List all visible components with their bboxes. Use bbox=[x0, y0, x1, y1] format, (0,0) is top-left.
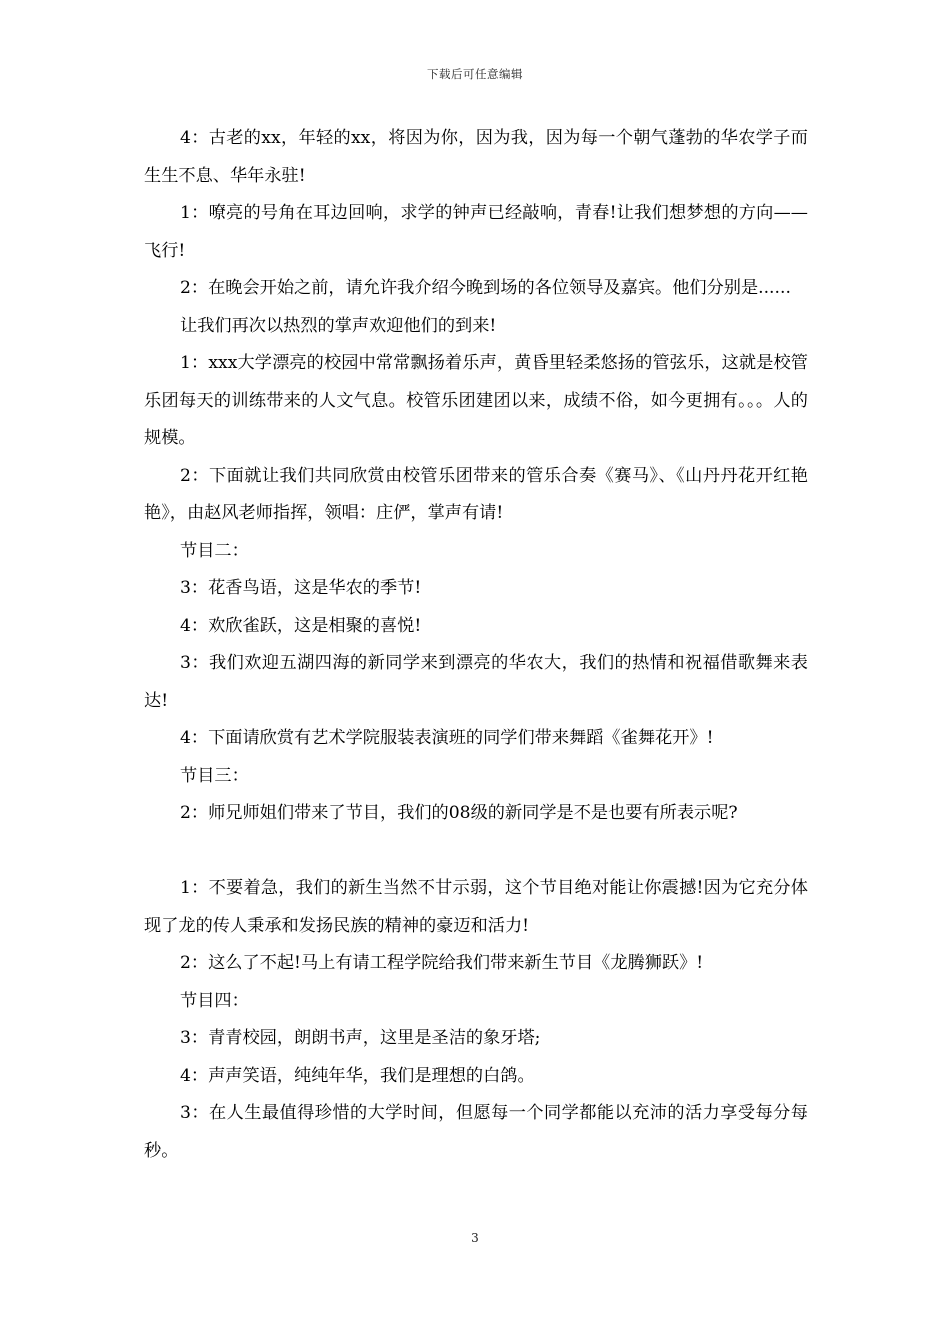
paragraph: 3：花香鸟语，这是华农的季节! bbox=[180, 578, 422, 598]
page-number: 3 bbox=[471, 1231, 479, 1245]
paragraph: 4：声声笑语，纯纯年华，我们是理想的白鸽。 bbox=[180, 1065, 535, 1086]
section-heading: 节目三： bbox=[180, 765, 249, 786]
paragraph: 4：下面请欣赏有艺术学院服装表演班的同学们带来舞蹈《雀舞花开》! bbox=[180, 728, 714, 748]
document-body bbox=[144, 120, 808, 1170]
paragraph: 3：青青校园，朗朗书声，这里是圣洁的象牙塔; bbox=[180, 1028, 541, 1048]
paragraph: 4：欢欣雀跃，这是相聚的喜悦! bbox=[180, 615, 422, 636]
blank-line bbox=[144, 833, 808, 871]
paragraph: 2：在晚会开始之前，请允许我介绍今晚到场的各位领导及嘉宾。他们分别是...... bbox=[180, 278, 791, 298]
paragraph: 3：我们欢迎五湖四海的新同学来到漂亮的华农大，我们的热情和祝福借歌舞来表达! bbox=[144, 653, 808, 711]
paragraph: 1：xxx大学漂亮的校园中常常飘扬着乐声，黄昏里轻柔悠扬的管弦乐，这就是校管乐团每天的训练带来的人文气息。校管乐团建团以来，成绩不俗，如今更拥有。。。人的规模。 bbox=[144, 353, 808, 448]
section-heading: 节目四： bbox=[180, 990, 249, 1011]
paragraph: 2：下面就让我们共同欣赏由校管乐团带来的管乐合奏《赛马》、《山丹丹花开红艳艳》，由赵风老师指挥，领唱：庄俨，掌声有请! bbox=[144, 465, 808, 523]
paragraph: 2：师兄师姐们带来了节目，我们的08级的新同学是不是也要有所表示呢? bbox=[180, 803, 738, 823]
paragraph: 3：在人生最值得珍惜的大学时间，但愿每一个同学都能以充沛的活力享受每分每秒。 bbox=[144, 1103, 808, 1161]
paragraph: 2：这么了不起!马上有请工程学院给我们带来新生节目《龙腾狮跃》! bbox=[180, 953, 704, 973]
paragraph: 1：嘹亮的号角在耳边回响，求学的钟声已经敲响，青春!让我们想梦想的方向——飞行! bbox=[144, 203, 808, 261]
section-heading: 节目二： bbox=[180, 540, 249, 561]
paragraph: 让我们再次以热烈的掌声欢迎他们的到来! bbox=[180, 315, 497, 336]
paragraph: 4：古老的xx，年轻的xx，将因为你，因为我，因为每一个朝气蓬勃的华农学子而生生不息、华年永驻! bbox=[144, 128, 808, 186]
paragraph: 1：不要着急，我们的新生当然不甘示弱，这个节目绝对能让你震撼!因为它充分体现了龙的传人秉承和发扬民族的精神的豪迈和活力! bbox=[144, 878, 808, 936]
page-header: 下载后可任意编辑 bbox=[427, 67, 523, 81]
